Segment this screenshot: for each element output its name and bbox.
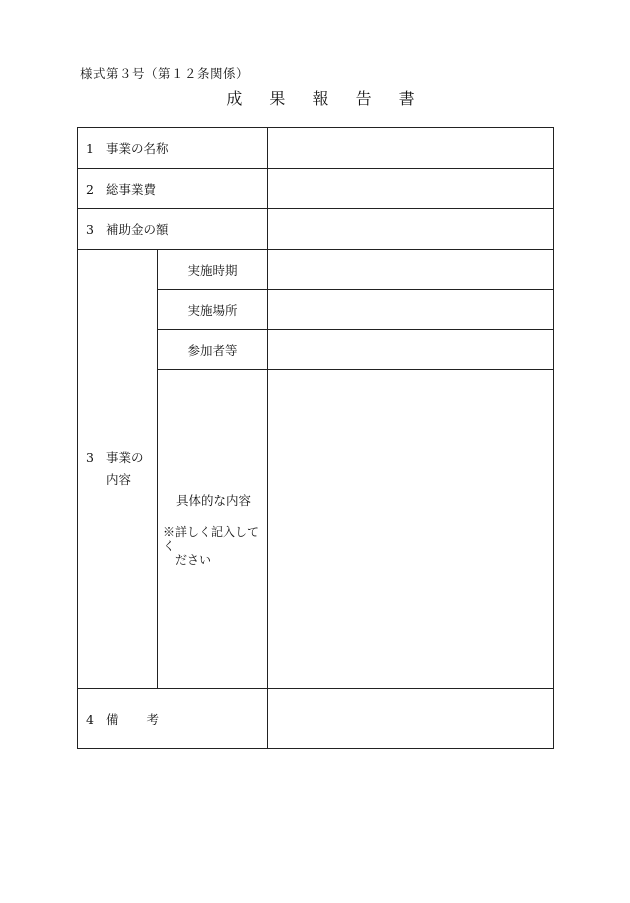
row-label: 備 考 <box>106 711 171 727</box>
period-field[interactable] <box>268 250 554 290</box>
row-number: 3 <box>86 222 94 237</box>
row-number: 3 <box>86 450 94 465</box>
row-label: 補助金の額 <box>106 222 169 237</box>
subsidy-amount-label <box>78 209 268 250</box>
subsidy-amount-field[interactable] <box>268 209 554 250</box>
row-label: 総事業費 <box>106 181 157 197</box>
details-label <box>158 370 268 689</box>
place-label: 実施場所 <box>158 290 268 330</box>
total-cost-label <box>78 169 268 209</box>
content-label-line1: 事業の <box>106 450 144 465</box>
report-table <box>77 127 554 749</box>
remarks-label <box>78 689 268 749</box>
row-number: 1 <box>86 141 94 156</box>
details-field[interactable] <box>268 370 554 689</box>
document-title: 成 果 報 告 書 <box>226 89 426 108</box>
project-name-label <box>78 128 268 169</box>
details-title: 具体的な内容 <box>176 493 252 508</box>
details-note-line1: ※詳しく記入してく <box>163 525 260 553</box>
row-number: 2 <box>86 181 94 197</box>
participants-field[interactable] <box>268 330 554 370</box>
table-row-subsidy-amount <box>78 209 554 250</box>
table-row-total-cost <box>78 169 554 209</box>
period-label: 実施時期 <box>158 250 268 290</box>
details-note <box>163 525 264 567</box>
project-name-field[interactable] <box>268 128 554 169</box>
row-number: 4 <box>86 711 94 727</box>
table-row-period <box>78 250 554 290</box>
project-content-label <box>78 250 158 689</box>
total-cost-field[interactable] <box>268 169 554 209</box>
place-field[interactable] <box>268 290 554 330</box>
table-row-remarks <box>78 689 554 749</box>
remarks-field[interactable] <box>268 689 554 749</box>
content-label-line2: 内容 <box>106 472 132 487</box>
form-number: 様式第３号（第１２条関係） <box>80 66 250 81</box>
row-label: 事業の名称 <box>106 141 169 156</box>
table-row-project-name <box>78 128 554 169</box>
participants-label: 参加者等 <box>158 330 268 370</box>
details-note-line2: ださい <box>175 553 212 567</box>
